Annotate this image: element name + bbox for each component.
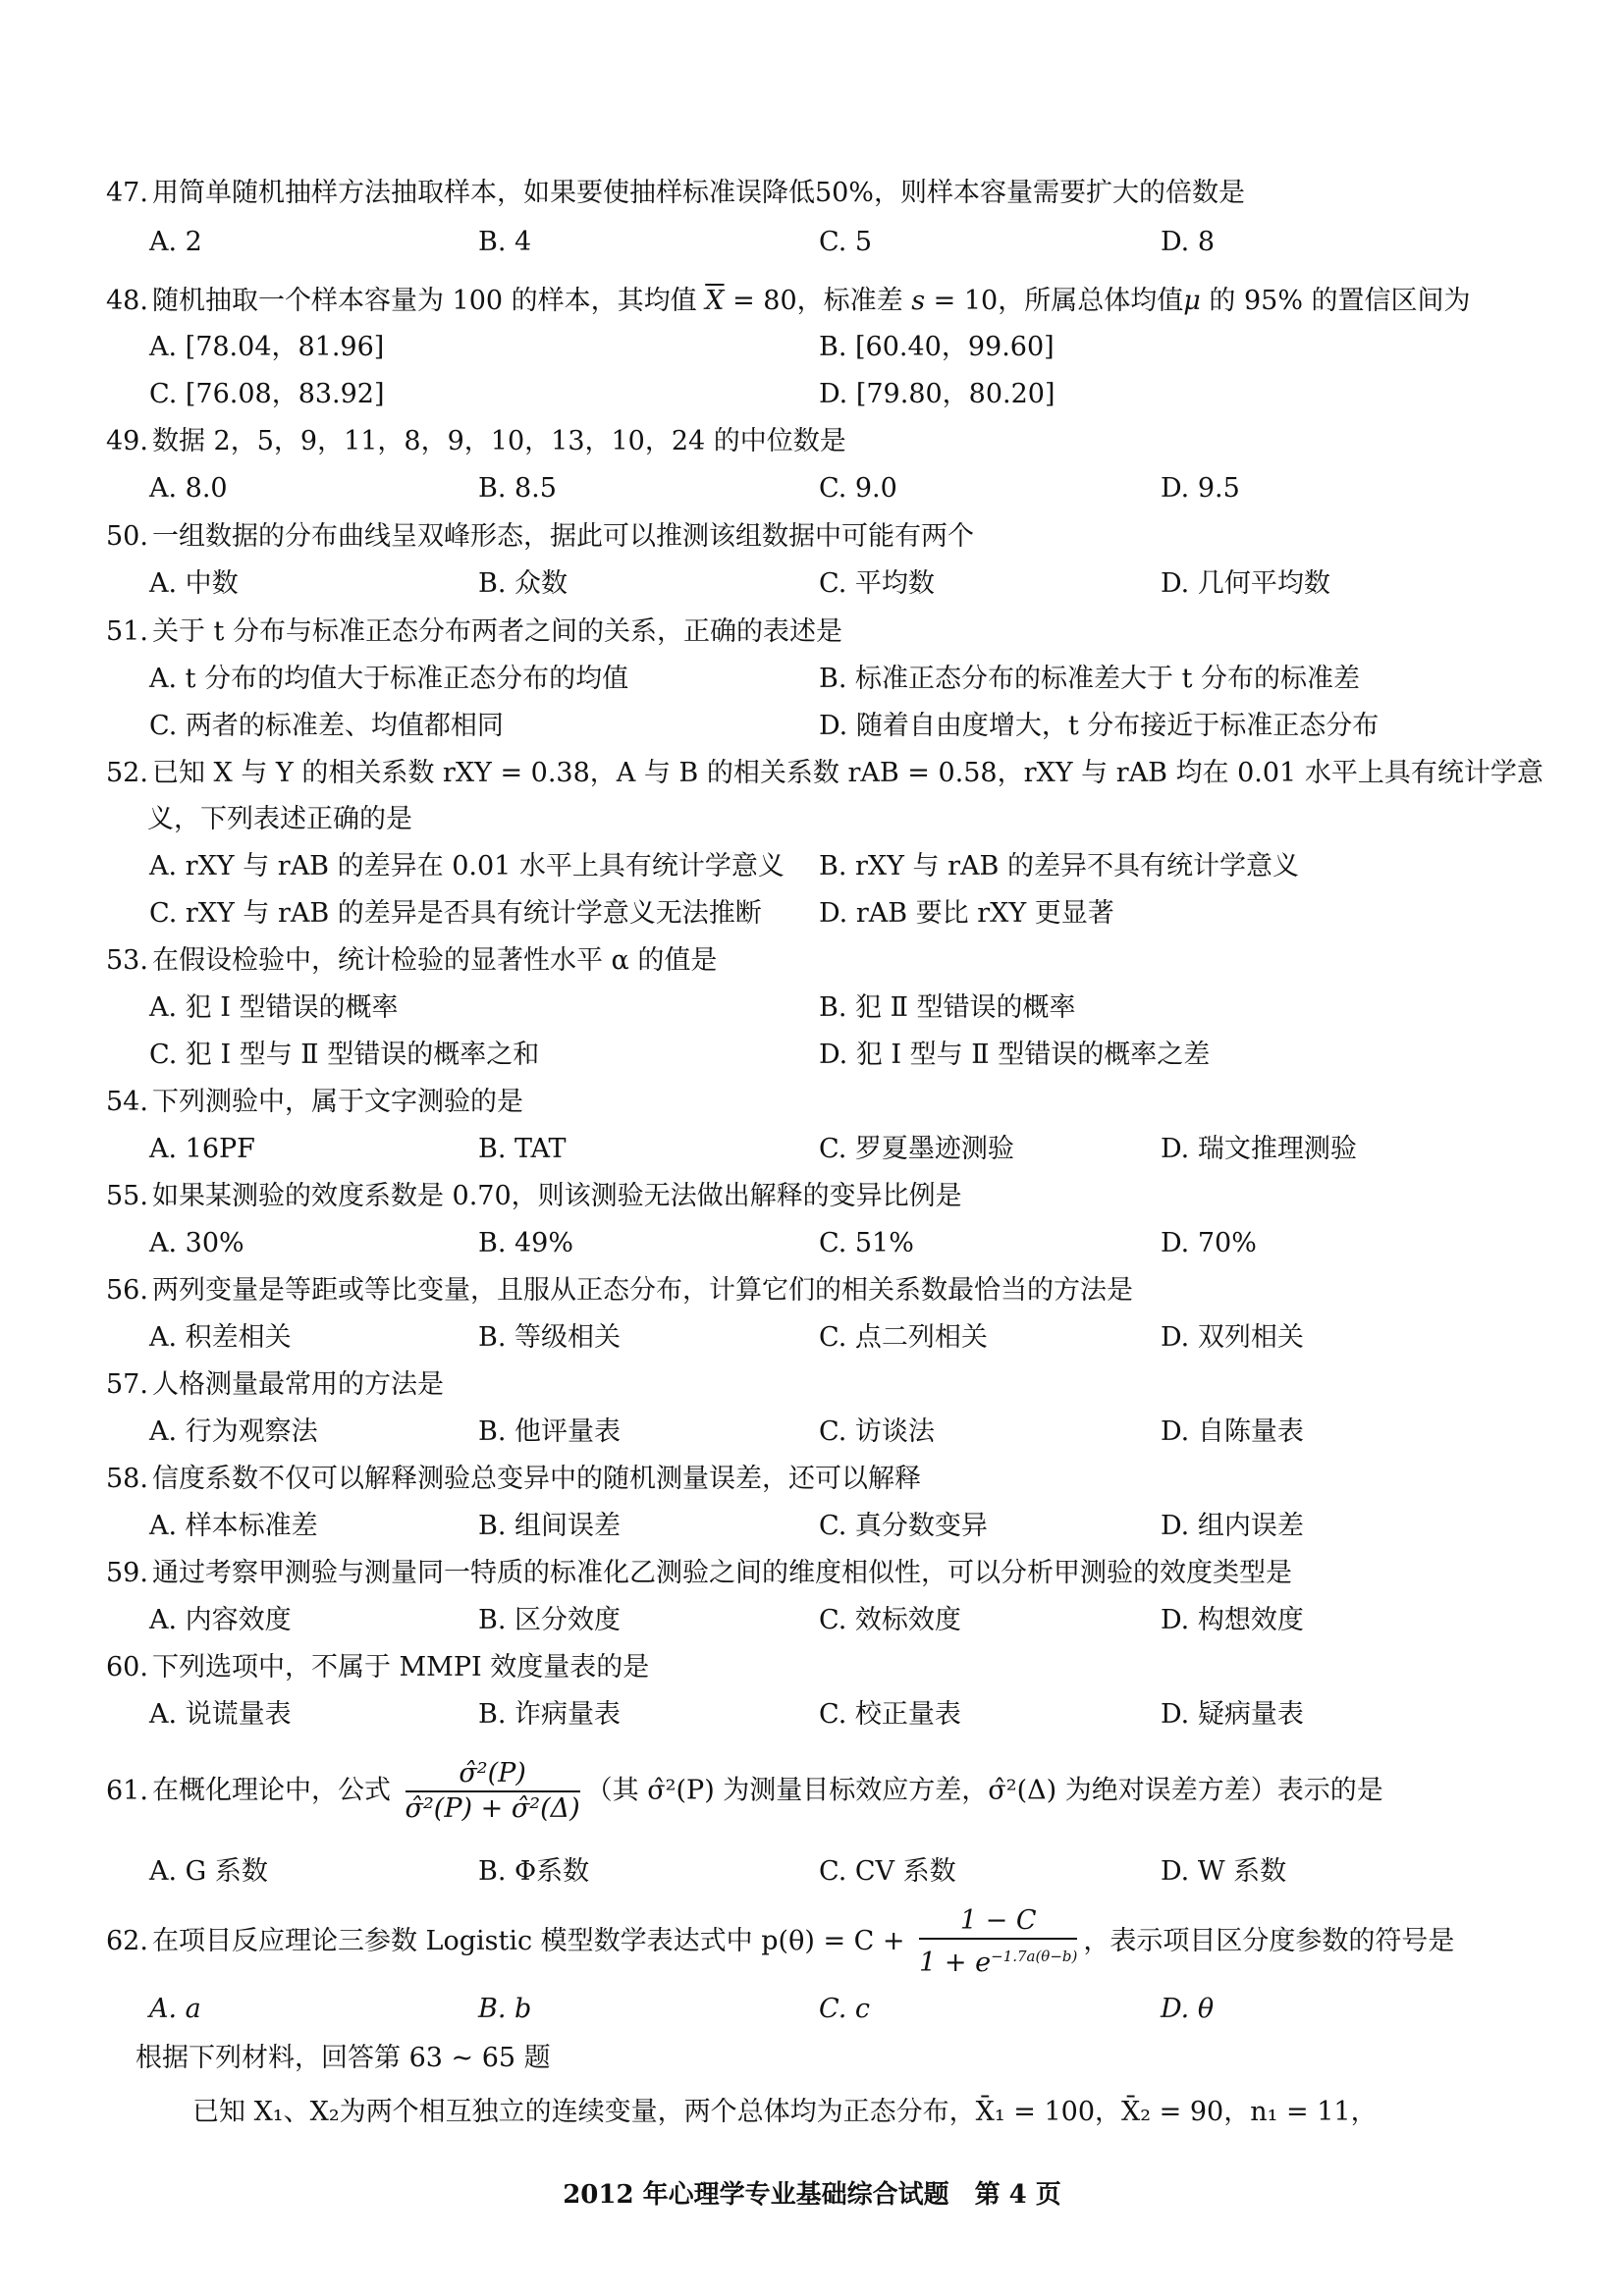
option-51d: D. 随着自由度增大，t 分布接近于标准正态分布	[819, 711, 1380, 741]
option-52b: B. rXY 与 rAB 的差异不具有统计学意义	[819, 851, 1299, 881]
option-60d: D. 疑病量表	[1161, 1699, 1304, 1730]
option-49b: B. 8.5	[478, 473, 557, 504]
question-text: 用简单随机抽样方法抽取样本，如果要使抽样标准误降低50%，则样本容量需要扩大的倍数是	[151, 178, 1245, 208]
material-heading: 根据下列材料，回答第 63 ~ 65 题	[135, 2043, 551, 2073]
option-57a: A. 行为观察法	[149, 1416, 318, 1447]
option-62a: A. a	[149, 1994, 201, 2024]
option-61c: C. CV 系数	[819, 1856, 956, 1887]
question-53: 53. 在假设检验中，统计检验的显著性水平 α 的值是	[106, 945, 718, 976]
option-52d: D. rAB 要比 rXY 更显著	[819, 898, 1114, 929]
option-51c: C. 两者的标准差、均值都相同	[149, 711, 504, 741]
option-48c: C. [76.08，83.92]	[149, 379, 385, 409]
option-51b: B. 标准正态分布的标准差大于 t 分布的标准差	[819, 664, 1361, 694]
option-55b: B. 49%	[478, 1228, 574, 1258]
x-bar-symbol: $\overline{X}$	[705, 286, 725, 316]
option-57c: C. 访谈法	[819, 1416, 935, 1447]
option-59b: B. 区分效度	[478, 1605, 622, 1635]
option-55a: A. 30%	[149, 1228, 244, 1258]
option-47d: D. 8	[1161, 227, 1216, 257]
option-54b: B. TAT	[478, 1134, 567, 1164]
option-53c: C. 犯 Ⅰ 型与 Ⅱ 型错误的概率之和	[149, 1040, 540, 1070]
option-58d: D. 组内误差	[1161, 1511, 1304, 1541]
question-48: 48. 随机抽取一个样本容量为 100 的样本，其均值 $\overline{X} = 80$，标准差 s = 10，所属总体均值μ 的 95% 的置信区间为	[106, 286, 1471, 316]
option-56d: D. 双列相关	[1161, 1322, 1304, 1353]
question-55: 55. 如果某测验的效度系数是 0.70，则该测验无法做出解释的变异比例是	[106, 1181, 962, 1211]
question-52: 52. 已知 X 与 Y 的相关系数 rXY = 0.38，A 与 B 的相关系数 rAB = 0.58，rXY 与 rAB 均在 0.01 水平上具有统计学意	[106, 758, 1543, 788]
option-50b: B. 众数	[478, 568, 568, 599]
question-58: 58. 信度系数不仅可以解释测验总变异中的随机测量误差，还可以解释	[106, 1464, 921, 1494]
option-62c: C. c	[819, 1994, 870, 2024]
option-52c: C. rXY 与 rAB 的差异是否具有统计学意义无法推断	[149, 898, 762, 929]
question-50: 50. 一组数据的分布曲线呈双峰形态，据此可以推测该组数据中可能有两个	[106, 521, 974, 552]
option-54c: C. 罗夏墨迹测验	[819, 1134, 1014, 1164]
option-55c: C. 51%	[819, 1228, 914, 1258]
option-53b: B. 犯 Ⅱ 型错误的概率	[819, 992, 1076, 1023]
option-62b: B. b	[478, 1994, 532, 2024]
option-49d: D. 9.5	[1161, 473, 1240, 504]
option-48a: A. [78.04，81.96]	[149, 332, 385, 362]
option-56c: C. 点二列相关	[819, 1322, 988, 1353]
option-50c: C. 平均数	[819, 568, 935, 599]
option-58c: C. 真分数变异	[819, 1511, 988, 1541]
g-coefficient-formula: $\frac{\text{σ̂²(P)}}{\text{σ̂²(P) + σ̂²(Δ)}}$	[405, 1758, 580, 1824]
option-60c: C. 校正量表	[819, 1699, 961, 1730]
option-59a: A. 内容效度	[149, 1605, 292, 1635]
option-49c: C. 9.0	[819, 473, 897, 504]
option-57d: D. 自陈量表	[1161, 1416, 1304, 1447]
option-59c: C. 效标效度	[819, 1605, 961, 1635]
option-57b: B. 他评量表	[478, 1416, 622, 1447]
question-61: 61. 在概化理论中，公式 $\frac{\text{σ̂²(P)}}{\text{σ̂²(P) + σ̂²(Δ)}}$ （其 σ̂²(P) 为测量目标效应方差，σ̂²(Δ) 为绝对误差方差）表示的是	[106, 1758, 1383, 1824]
page-footer: 2012 年心理学专业基础综合试题 第 4 页	[563, 2180, 1061, 2210]
option-61d: D. W 系数	[1161, 1856, 1287, 1887]
option-54a: A. 16PF	[149, 1134, 255, 1164]
option-58b: B. 组间误差	[478, 1511, 622, 1541]
question-47: 47. 用简单随机抽样方法抽取样本，如果要使抽样标准误降低50%，则样本容量需要扩大的倍数是	[106, 178, 1245, 208]
option-55d: D. 70%	[1161, 1228, 1257, 1258]
question-51: 51. 关于 t 分布与标准正态分布两者之间的关系，正确的表述是	[106, 616, 842, 647]
option-53d: D. 犯 Ⅰ 型与 Ⅱ 型错误的概率之差	[819, 1040, 1211, 1070]
option-47b: B. 4	[478, 227, 532, 257]
question-57: 57. 人格测量最常用的方法是	[106, 1369, 444, 1400]
question-49: 49. 数据 2，5，9，11，8，9，10，13，10，24 的中位数是	[106, 426, 846, 456]
option-61a: A. G 系数	[149, 1856, 268, 1887]
option-61b: B. Φ系数	[478, 1856, 590, 1887]
option-60a: A. 说谎量表	[149, 1699, 292, 1730]
material-paragraph: 已知 X₁、X₂为两个相互独立的连续变量，两个总体均为正态分布，X̄₁ = 100，X̄₂ = 90，n₁ = 11，	[192, 2097, 1378, 2127]
question-52-continued: 义，下列表述正确的是	[147, 804, 412, 834]
option-58a: A. 样本标准差	[149, 1511, 318, 1541]
question-60: 60. 下列选项中，不属于 MMPI 效度量表的是	[106, 1652, 650, 1682]
option-62d: D. θ	[1161, 1994, 1215, 2024]
option-56b: B. 等级相关	[478, 1322, 622, 1353]
option-49a: A. 8.0	[149, 473, 228, 504]
option-50d: D. 几何平均数	[1161, 568, 1330, 599]
option-59d: D. 构想效度	[1161, 1605, 1304, 1635]
irt-logistic-formula: $\frac{1 - C}{1 + e^{-1.7a(\theta-b)}}$	[919, 1905, 1078, 1978]
question-56: 56. 两列变量是等距或等比变量，且服从正态分布，计算它们的相关系数最恰当的方法是	[106, 1275, 1133, 1306]
option-56a: A. 积差相关	[149, 1322, 292, 1353]
option-53a: A. 犯 Ⅰ 型错误的概率	[149, 992, 399, 1023]
option-47c: C. 5	[819, 227, 873, 257]
option-54d: D. 瑞文推理测验	[1161, 1134, 1357, 1164]
option-60b: B. 诈病量表	[478, 1699, 622, 1730]
option-51a: A. t 分布的均值大于标准正态分布的均值	[149, 664, 629, 694]
option-50a: A. 中数	[149, 568, 239, 599]
option-52a: A. rXY 与 rAB 的差异在 0.01 水平上具有统计学意义	[149, 851, 785, 881]
question-54: 54. 下列测验中，属于文字测验的是	[106, 1087, 523, 1117]
option-47a: A. 2	[149, 227, 202, 257]
option-48d: D. [79.80，80.20]	[819, 379, 1056, 409]
question-62: 62. 在项目反应理论三参数 Logistic 模型数学表达式中 p(θ) = C + $\frac{1 - C}{1 + e^{-1.7a(\theta-b)}}$ ，表示项目区分度参数的符号是	[106, 1905, 1455, 1978]
option-48b: B. [60.40，99.60]	[819, 332, 1055, 362]
question-59: 59. 通过考察甲测验与测量同一特质的标准化乙测验之间的维度相似性，可以分析甲测验的效度类型是	[106, 1558, 1292, 1588]
